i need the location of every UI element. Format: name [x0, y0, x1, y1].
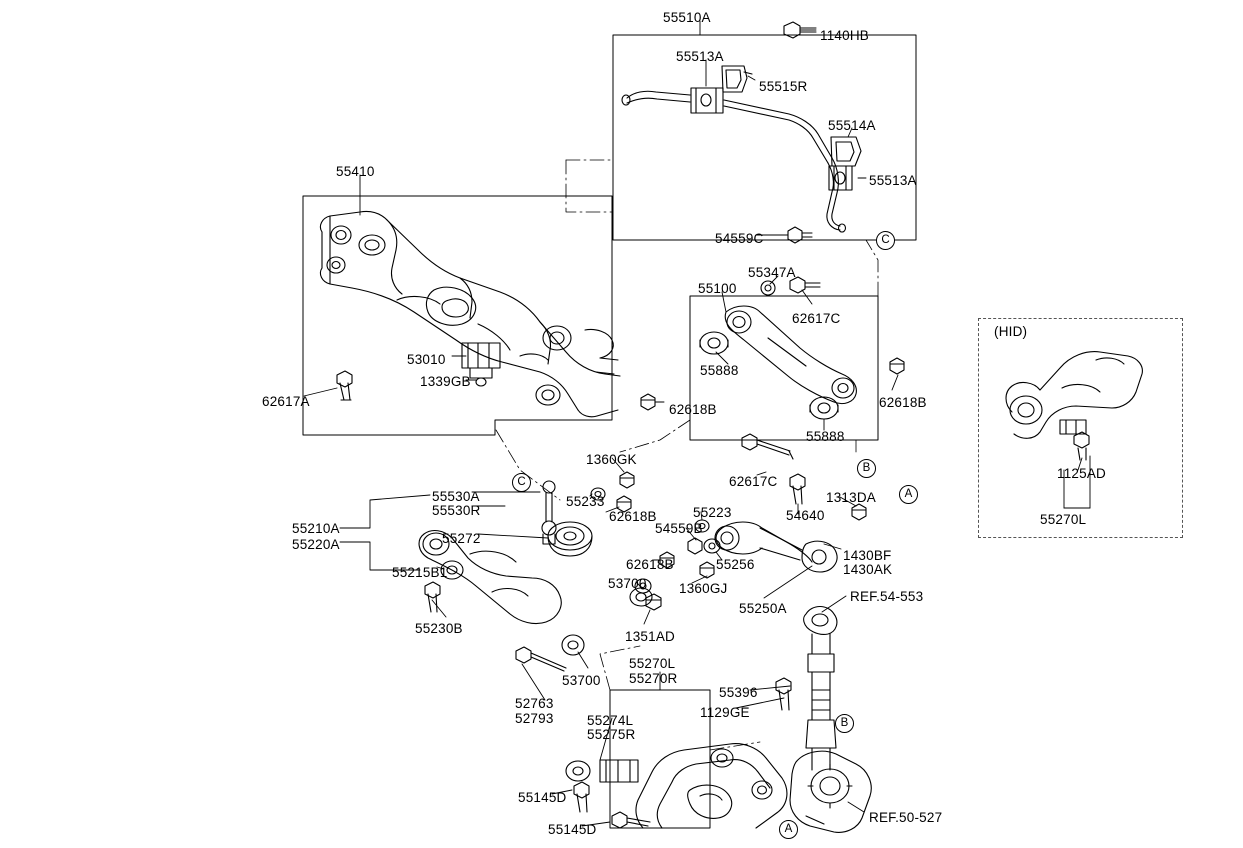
label-55215b1: 55215B1 — [392, 565, 448, 580]
hid-inset-box — [978, 318, 1183, 538]
ref-circle-a-assist: A — [899, 485, 918, 504]
label-55145d-lower: 55145D — [548, 822, 597, 837]
label-ref-54-553: REF.54-553 — [850, 589, 924, 604]
label-52793: 52793 — [515, 711, 554, 726]
label-55275r: 55275R — [587, 727, 636, 742]
label-55515r: 55515R — [759, 79, 808, 94]
label-55250a: 55250A — [739, 601, 787, 616]
label-hid-title: (HID) — [994, 324, 1028, 339]
ball-stud-54640 — [790, 474, 805, 504]
leader-lines — [304, 21, 1090, 826]
label-55220a: 55220A — [292, 537, 340, 552]
label-1140hb: 1140HB — [820, 28, 869, 43]
nut-54559c — [788, 227, 812, 243]
shock-absorber — [804, 607, 837, 771]
label-1430ak: 1430AK — [843, 562, 893, 577]
stabilizer-bracket-left — [829, 137, 861, 190]
bolt-55396 — [776, 678, 791, 710]
washer-55347a — [761, 281, 775, 295]
label-55513a-right: 55513A — [869, 173, 917, 188]
ref-circle-a-knuckle: A — [779, 820, 798, 839]
nut-62618b-upper-right — [890, 358, 904, 374]
label-55210a: 55210A — [292, 521, 340, 536]
label-1125ad: 1125AD — [1057, 466, 1106, 481]
label-55396: 55396 — [719, 685, 758, 700]
label-ref-50-527: REF.50-527 — [869, 810, 943, 825]
bolt-55145d-lower — [612, 812, 650, 828]
label-53010: 53010 — [407, 352, 446, 367]
stabilizer-bracket-right — [722, 66, 752, 92]
label-53700-lower: 53700 — [562, 673, 601, 688]
label-54559b: 54559B — [655, 521, 703, 536]
label-1129ge: 1129GE — [700, 705, 750, 720]
bolt-62617c-lower — [742, 434, 793, 459]
trailing-arm-55270 — [636, 744, 787, 828]
label-62618b-crossmember: 62618B — [669, 402, 717, 417]
label-55510a: 55510A — [663, 10, 711, 25]
label-55100: 55100 — [698, 281, 737, 296]
stabilizer-bar — [622, 91, 846, 232]
label-1430bf: 1430BF — [843, 548, 892, 563]
stabilizer-group-frame — [613, 35, 916, 240]
label-1360gj: 1360GJ — [679, 581, 728, 596]
label-52763: 52763 — [515, 696, 554, 711]
label-55223: 55223 — [693, 505, 732, 520]
label-55230b: 55230B — [415, 621, 463, 636]
ref-circle-c-lowerarm: C — [512, 473, 531, 492]
nut-1360gk — [620, 472, 634, 488]
label-54559c: 54559C — [715, 231, 764, 246]
label-55274l: 55274L — [587, 713, 634, 728]
knuckle — [790, 751, 871, 832]
ref-circle-c-stabilizer: C — [876, 231, 895, 250]
label-55530a: 55530A — [432, 489, 480, 504]
label-55145d-upper: 55145D — [518, 790, 567, 805]
label-62618b-assist: 62618B — [626, 557, 674, 572]
label-62617c-upper: 62617C — [792, 311, 841, 326]
label-55888-lower: 55888 — [806, 429, 845, 444]
label-62617c-lower: 62617C — [729, 474, 778, 489]
bolt-52763 — [516, 647, 566, 671]
label-55270l-hid: 55270L — [1040, 512, 1087, 527]
bushing-55888-upper — [700, 332, 728, 354]
bushing-55274l — [566, 760, 638, 782]
bolt-62617a — [337, 371, 352, 400]
bolt-53700-lower — [562, 635, 584, 655]
label-62618b-upper: 62618B — [879, 395, 927, 410]
nut-1351ad — [646, 594, 661, 610]
label-53700-upper: 53700 — [608, 576, 647, 591]
label-55514a: 55514A — [828, 118, 876, 133]
label-55233: 55233 — [566, 494, 605, 509]
bolt-55145d-upper — [574, 782, 589, 812]
nut-62618b-crossmember — [641, 394, 655, 410]
label-62617a: 62617A — [262, 394, 310, 409]
label-55272: 55272 — [442, 531, 481, 546]
ref-circle-b-shock: B — [835, 714, 854, 733]
bushing-55888-lower — [810, 397, 838, 419]
nut-1313da — [852, 504, 866, 520]
label-55270l: 55270L — [629, 656, 676, 671]
label-1351ad: 1351AD — [625, 629, 675, 644]
label-55888-upper: 55888 — [700, 363, 739, 378]
phantom-lines — [496, 160, 878, 750]
label-55270r: 55270R — [629, 671, 678, 686]
label-55513a-left: 55513A — [676, 49, 724, 64]
stabilizer-link-55530a — [542, 481, 556, 544]
label-55347a: 55347A — [748, 265, 796, 280]
ref-circle-b-upperarm: B — [857, 459, 876, 478]
trailing-arm-frame — [610, 690, 710, 828]
label-54640: 54640 — [786, 508, 825, 523]
label-1339gb: 1339GB — [420, 374, 471, 389]
label-1360gk: 1360GK — [586, 452, 637, 467]
label-55530r: 55530R — [432, 503, 481, 518]
label-55410: 55410 — [336, 164, 375, 179]
nut-54559b — [688, 538, 702, 554]
stabilizer-bushing-left — [691, 88, 723, 113]
label-1313da: 1313DA — [826, 490, 876, 505]
label-62618b-lowerarm: 62618B — [609, 509, 657, 524]
label-55256: 55256 — [716, 557, 755, 572]
